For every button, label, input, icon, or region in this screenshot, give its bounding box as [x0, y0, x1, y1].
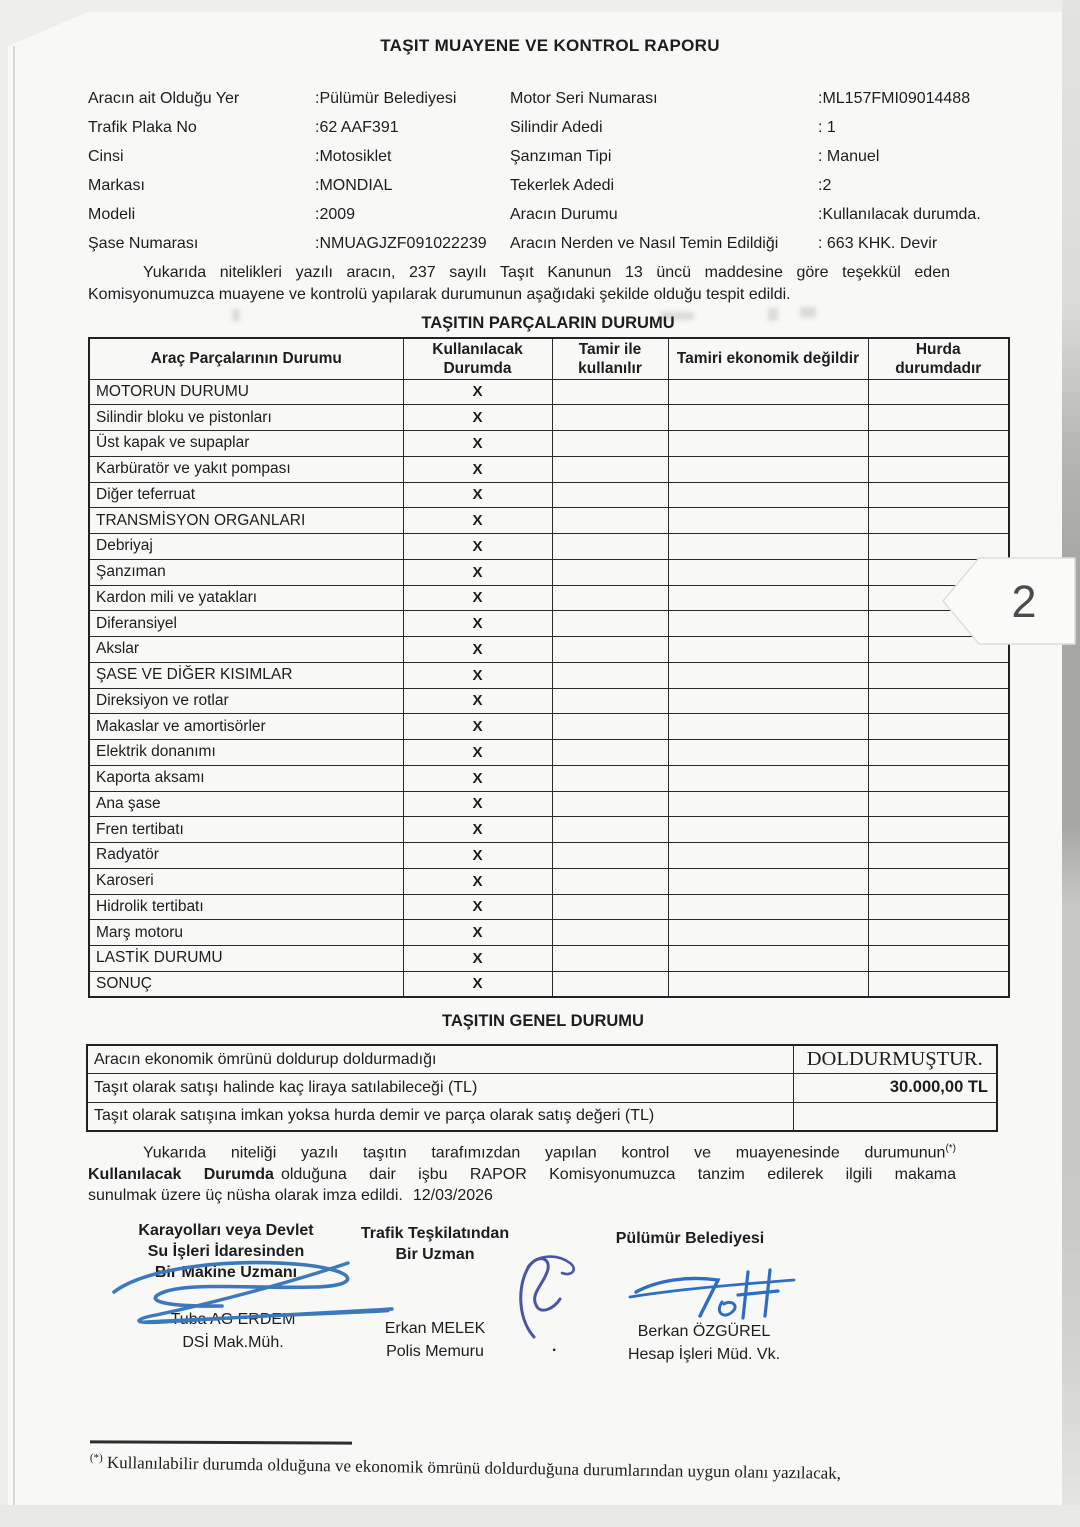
part-label: Debriyaj: [89, 534, 403, 560]
empty-cell: [668, 688, 868, 714]
general-label: Aracın ekonomik ömrünü doldurup doldurmadığı: [87, 1045, 793, 1074]
empty-cell: [668, 843, 868, 869]
scan-right-margin: [1062, 0, 1080, 1527]
empty-cell: [668, 482, 868, 508]
info-value-left: :Pülümür Belediyesi: [315, 89, 457, 107]
empty-cell: [668, 637, 868, 663]
info-value-left: :MONDIAL: [315, 176, 393, 194]
status-mark: X: [403, 431, 552, 457]
part-label: Karoseri: [89, 868, 403, 894]
signature-names: [330, 1317, 540, 1363]
empty-cell: [552, 431, 668, 457]
status-mark: X: [403, 946, 552, 972]
empty-cell: [668, 611, 868, 637]
info-label-right: Tekerlek Adedi: [510, 176, 615, 194]
empty-cell: [868, 868, 1009, 894]
intro-line-1: Yukarıda nitelikleri yazılı aracın, 237 sayılı Taşıt Kanunun 13 üncü maddesine göre teşekkül eden: [143, 264, 950, 281]
empty-cell: [552, 765, 668, 791]
vehicle-info-grid: [88, 84, 1018, 258]
empty-cell: [552, 456, 668, 482]
empty-cell: [868, 817, 1009, 843]
page-number: 2: [1011, 576, 1037, 627]
status-mark: X: [403, 868, 552, 894]
info-value-right: :2: [818, 176, 832, 194]
info-value-right: : 663 KHK. Devir: [818, 234, 938, 252]
signature-names: [558, 1320, 822, 1366]
empty-cell: [868, 431, 1009, 457]
intro-paragraph: [88, 262, 950, 306]
status-mark: X: [403, 714, 552, 740]
empty-cell: [552, 688, 668, 714]
part-label: TRANSMİSYON ORGANLARI: [89, 508, 403, 534]
part-label: Şanzıman: [89, 559, 403, 585]
part-label: Silindir bloku ve pistonları: [89, 405, 403, 431]
empty-cell: [868, 791, 1009, 817]
parts-condition-table: [88, 337, 1010, 998]
signature-heading-line: Su İşleri İdaresinden: [147, 1243, 305, 1260]
closing-line-3: [88, 1185, 956, 1207]
parts-row: [89, 456, 1009, 482]
parts-row: [89, 791, 1009, 817]
empty-cell: [552, 637, 668, 663]
info-label-left: Aracın ait Olduğu Yer: [88, 89, 240, 107]
signature-names: [92, 1308, 360, 1354]
general-label: Taşıt olarak satışı halinde kaç liraya satılabileceği (TL): [87, 1074, 793, 1103]
info-label-right: Aracın Nerden ve Nasıl Temin Edildiği: [510, 234, 779, 252]
empty-cell: [868, 688, 1009, 714]
empty-cell: [868, 894, 1009, 920]
empty-cell: [668, 765, 868, 791]
empty-cell: [552, 405, 668, 431]
status-mark: X: [403, 379, 552, 405]
info-value-left: :NMUAGJZF091022239: [315, 234, 487, 252]
empty-cell: [552, 971, 668, 997]
general-table-body: [87, 1045, 997, 1131]
parts-row: [89, 482, 1009, 508]
part-label: Direksiyon ve rotlar: [89, 688, 403, 714]
empty-cell: [868, 482, 1009, 508]
parts-row: [89, 431, 1009, 457]
empty-cell: [668, 894, 868, 920]
empty-cell: [868, 534, 1009, 560]
empty-cell: [868, 714, 1009, 740]
status-mark: X: [403, 971, 552, 997]
parts-row: [89, 688, 1009, 714]
parts-row: [89, 379, 1009, 405]
part-label: Kardon mili ve yatakları: [89, 585, 403, 611]
parts-row: [89, 714, 1009, 740]
empty-cell: [668, 379, 868, 405]
page-corner-fold: [8, 12, 88, 46]
info-label-left: Şase Numarası: [88, 234, 199, 252]
signer-name: Tuba AG ERDEM: [170, 1311, 296, 1328]
empty-cell: [668, 585, 868, 611]
empty-cell: [668, 405, 868, 431]
info-label-right: Aracın Durumu: [510, 205, 618, 223]
empty-cell: [552, 559, 668, 585]
parts-row: [89, 508, 1009, 534]
status-mark: X: [403, 611, 552, 637]
part-label: ŞASE VE DİĞER KISIMLAR: [89, 662, 403, 688]
empty-cell: [868, 765, 1009, 791]
empty-cell: [552, 868, 668, 894]
status-mark: X: [403, 456, 552, 482]
info-label-left: Modeli: [88, 205, 136, 223]
empty-cell: [668, 534, 868, 560]
parts-row: [89, 894, 1009, 920]
info-value-right: : 1: [818, 118, 836, 136]
parts-row: [89, 534, 1009, 560]
empty-cell: [552, 894, 668, 920]
document-title: TAŞIT MUAYENE VE KONTROL RAPORU: [380, 36, 720, 55]
info-value-left: :62 AAF391: [315, 118, 399, 136]
part-label: Makaslar ve amortisörler: [89, 714, 403, 740]
general-condition-title: TAŞITIN GENEL DURUMU: [442, 1012, 644, 1030]
empty-cell: [868, 740, 1009, 766]
signature-heading-line: Karayolları veya Devlet: [138, 1222, 314, 1239]
scan-bottom-margin: [0, 1505, 1080, 1527]
parts-column-header: Kullanılacak Durumda: [403, 338, 552, 379]
general-row: [87, 1074, 997, 1103]
empty-cell: [552, 508, 668, 534]
parts-row: [89, 611, 1009, 637]
empty-cell: [668, 662, 868, 688]
report-date: 12/03/2026: [412, 1187, 493, 1205]
part-label: Ana şase: [89, 791, 403, 817]
empty-cell: [668, 740, 868, 766]
closing-text-3: sunulmak üzere üç nüsha olarak imza edildi.: [88, 1187, 403, 1205]
empty-cell: [668, 920, 868, 946]
status-mark: X: [403, 843, 552, 869]
info-value-left: :Motosiklet: [315, 147, 392, 165]
status-mark: X: [403, 508, 552, 534]
empty-cell: [668, 868, 868, 894]
parts-column-header: Tamiri ekonomik değildir: [668, 338, 868, 379]
signature-heading: [92, 1220, 360, 1283]
parts-row: [89, 971, 1009, 997]
parts-row: [89, 765, 1009, 791]
empty-cell: [552, 482, 668, 508]
part-label: Diferansiyel: [89, 611, 403, 637]
status-mark: X: [403, 791, 552, 817]
signer-name: Berkan ÖZGÜREL: [637, 1323, 771, 1340]
part-label: Kaporta aksamı: [89, 765, 403, 791]
empty-cell: [552, 791, 668, 817]
closing-text-1: Yukarıda niteliği yazılı taşıtın tarafımızdan yapılan kontrol ve muayenesinde durumunun: [143, 1144, 946, 1162]
part-label: Radyatör: [89, 843, 403, 869]
empty-cell: [668, 791, 868, 817]
closing-paragraph: [88, 1138, 956, 1207]
empty-cell: [552, 817, 668, 843]
general-row: [87, 1102, 997, 1131]
part-label: Fren tertibatı: [89, 817, 403, 843]
general-value: [793, 1102, 997, 1131]
intro-line-2: Komisyonumuzca muayene ve kontrolü yapılarak durumunun aşağıdaki şekilde olduğu tespit edildi.: [88, 286, 791, 303]
empty-cell: [552, 534, 668, 560]
closing-text-2: olduğuna dair işbu RAPOR Komisyonumuzca tanzim edilerek ilgili makama: [280, 1165, 956, 1183]
parts-row: [89, 662, 1009, 688]
general-label: Taşıt olarak satışına imkan yoksa hurda demir ve parça olarak satış değeri (TL): [87, 1102, 793, 1131]
signature-heading: [330, 1223, 540, 1265]
parts-row: [89, 843, 1009, 869]
empty-cell: [552, 714, 668, 740]
signer-title: Hesap İşleri Müd. Vk.: [627, 1346, 781, 1363]
status-mark: X: [403, 559, 552, 585]
signature-heading-line: Trafik Teşkilatından: [360, 1225, 510, 1242]
signer-title: Polis Memuru: [386, 1343, 484, 1360]
signer-name: Erkan MELEK: [384, 1320, 486, 1337]
part-label: Elektrik donanımı: [89, 740, 403, 766]
status-mark: X: [403, 585, 552, 611]
part-label: LASTİK DURUMU: [89, 946, 403, 972]
empty-cell: [668, 559, 868, 585]
empty-cell: [868, 508, 1009, 534]
parts-row: [89, 946, 1009, 972]
status-mark: X: [403, 740, 552, 766]
empty-cell: [668, 817, 868, 843]
status-mark: X: [403, 765, 552, 791]
empty-cell: [868, 379, 1009, 405]
parts-table-body: [89, 379, 1009, 997]
general-row: [87, 1045, 997, 1074]
empty-cell: [868, 920, 1009, 946]
info-value-right: :Kullanılacak durumda.: [818, 205, 981, 223]
page-number-badge: [942, 557, 1076, 645]
empty-cell: [552, 843, 668, 869]
parts-row: [89, 868, 1009, 894]
status-mark: X: [403, 637, 552, 663]
parts-column-header: Tamir ile kullanılır: [552, 338, 668, 379]
signer-title: DSİ Mak.Müh.: [182, 1334, 284, 1351]
empty-cell: [552, 379, 668, 405]
signature-heading-line: Bir Uzman: [395, 1246, 475, 1263]
closing-line-2: [88, 1164, 956, 1186]
parts-column-header: Araç Parçalarının Durumu: [89, 338, 403, 379]
parts-table-title: TAŞITIN PARÇALARIN DURUMU: [421, 314, 675, 332]
part-label: Diğer teferruat: [89, 482, 403, 508]
info-label-left: Cinsi: [88, 147, 124, 165]
parts-table-header-row: [89, 338, 1009, 379]
info-value-right: : Manuel: [818, 147, 880, 165]
info-value-left: :2009: [315, 205, 356, 223]
empty-cell: [868, 843, 1009, 869]
parts-row: [89, 817, 1009, 843]
status-mark: X: [403, 534, 552, 560]
empty-cell: [668, 508, 868, 534]
status-mark: X: [403, 817, 552, 843]
status-mark: X: [403, 688, 552, 714]
empty-cell: [552, 920, 668, 946]
footnote-marker: (*): [89, 1452, 103, 1465]
info-label-left: Trafik Plaka No: [88, 118, 197, 136]
part-label: Akslar: [89, 637, 403, 663]
part-label: Hidrolik tertibatı: [89, 894, 403, 920]
empty-cell: [668, 946, 868, 972]
part-label: Marş motoru: [89, 920, 403, 946]
parts-row: [89, 920, 1009, 946]
parts-row: [89, 405, 1009, 431]
signature-block-machine-expert: [92, 1220, 360, 1351]
footnote-marker: (*): [945, 1143, 956, 1154]
status-mark: X: [403, 482, 552, 508]
empty-cell: [868, 971, 1009, 997]
signature-block-traffic-expert: [330, 1223, 540, 1360]
empty-cell: [668, 714, 868, 740]
empty-cell: [868, 405, 1009, 431]
closing-bold-phrase: Kullanılacak Durumda: [88, 1165, 274, 1183]
general-value: 30.000,00 TL: [793, 1074, 997, 1103]
info-label-left: Markası: [88, 176, 145, 194]
empty-cell: [668, 456, 868, 482]
signature-heading: [558, 1228, 822, 1249]
part-label: Üst kapak ve supaplar: [89, 431, 403, 457]
signature-heading-line: Pülümür Belediyesi: [615, 1230, 765, 1247]
empty-cell: [868, 662, 1009, 688]
status-mark: X: [403, 662, 552, 688]
info-label-right: Silindir Adedi: [510, 118, 603, 136]
empty-cell: [552, 662, 668, 688]
status-mark: X: [403, 894, 552, 920]
stray-ink-dot: .: [552, 1338, 557, 1355]
footnote-text: Kullanılabilir durumda olduğuna ve ekonomik ömrünü doldurduğuna durumlarından uygun olanı yazılacak,: [102, 1452, 842, 1483]
info-value-right: :ML157FMI09014488: [818, 89, 971, 107]
part-label: MOTORUN DURUMU: [89, 379, 403, 405]
info-label-right: Motor Seri Numarası: [510, 89, 658, 107]
closing-line-1: [88, 1138, 956, 1164]
empty-cell: [552, 946, 668, 972]
part-label: Karbüratör ve yakıt pompası: [89, 456, 403, 482]
parts-column-header: Hurda durumdadır: [868, 338, 1009, 379]
part-label: SONUÇ: [89, 971, 403, 997]
page-left-edge-shadow: [13, 46, 15, 1505]
empty-cell: [552, 585, 668, 611]
empty-cell: [868, 456, 1009, 482]
signature-heading-line: Bir Makine Uzmanı: [154, 1264, 298, 1281]
info-label-right: Şanzıman Tipi: [510, 147, 612, 165]
empty-cell: [668, 431, 868, 457]
empty-cell: [552, 740, 668, 766]
signature-block-municipality: [558, 1228, 822, 1363]
general-condition-table: [86, 1044, 998, 1132]
empty-cell: [868, 946, 1009, 972]
parts-row: [89, 559, 1009, 585]
parts-row: [89, 637, 1009, 663]
parts-row: [89, 585, 1009, 611]
status-mark: X: [403, 920, 552, 946]
general-value: DOLDURMUŞTUR.: [793, 1045, 997, 1074]
empty-cell: [668, 971, 868, 997]
empty-cell: [552, 611, 668, 637]
status-mark: X: [403, 405, 552, 431]
parts-row: [89, 740, 1009, 766]
